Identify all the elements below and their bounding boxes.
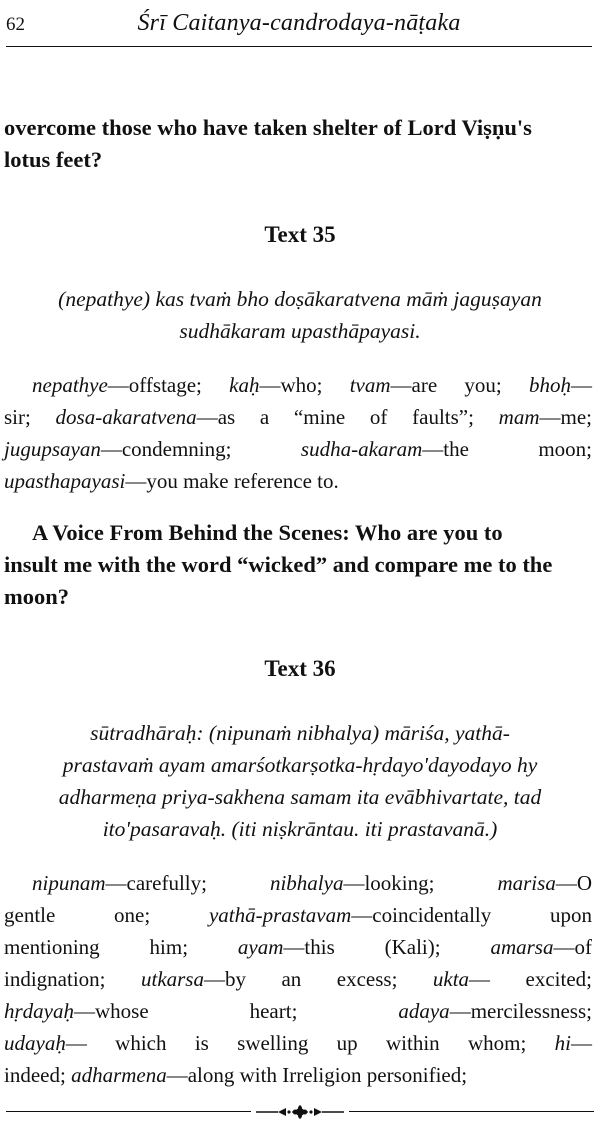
gloss-text: indignation; [4,967,141,991]
sanskrit-term: upasthapayasi [4,469,126,493]
gloss-text: sir; [4,405,56,429]
running-header [6,10,592,44]
sanskrit-term: ayam [237,935,284,959]
gloss-line [4,931,592,963]
verse-line: sūtradhāraḥ: (nipunaṁ nibhalya) māriśa, yathā- [90,721,510,745]
sanskrit-term: kaḥ [229,373,260,397]
verse-line: adharmeṇa priya-sakhena samam ita evābhivartate, tad [58,785,542,809]
page-number: 62 [6,14,25,35]
sanskrit-term: dosa-akaratvena [55,405,197,429]
gloss-text: —mercilessness; [449,999,592,1023]
sanskrit-term: bhoḥ [529,373,572,397]
gloss-text: —who; [259,373,350,397]
sanskrit-term: yathā-prastavam [208,903,352,927]
gloss-line [4,1027,592,1059]
gloss-text: —O [555,871,592,895]
gloss-text: —coincidentally upon [351,903,592,927]
text-36-verse [0,717,600,845]
sanskrit-term: amarsa [490,935,554,959]
gloss-text: —offstage; [107,373,230,397]
gloss-text: —along with Irreligion personified; [166,1063,468,1087]
text-35-verse [0,283,600,347]
sanskrit-term: marisa [497,871,556,895]
gloss-text: —by an excess; [203,967,433,991]
text-36-word-gloss [4,867,592,1091]
gloss-text: — [571,373,593,397]
sanskrit-term: hṛdayaḥ [4,999,74,1023]
sanskrit-term: utkarsa [140,967,204,991]
gloss-text: —you make reference to. [125,469,339,493]
gloss-line [4,899,592,931]
page-footer [6,1104,594,1120]
gloss-line [4,369,592,401]
gloss-text: — excited; [469,967,592,991]
gloss-line [4,401,592,433]
sanskrit-term: adaya [398,999,450,1023]
text-35-word-gloss [4,369,592,497]
verse-line: ito'pasaravaḥ. (iti niṣkrāntau. iti prastavanā.) [102,817,498,841]
gloss-text: —as a “mine of faults”; [196,405,499,429]
translation-line: overcome those who have taken shelter of Lord Viṣṇu's [4,115,532,140]
gloss-line [4,1059,592,1091]
gloss-text: — which is swelling up within whom; [65,1031,555,1055]
text-36-heading: Text 36 [264,656,336,681]
gloss-text: —this (Kali); [283,935,491,959]
verse-line: sudhākaram upasthāpayasi. [179,319,421,343]
sanskrit-term: tvam [349,373,391,397]
text-35-heading: Text 35 [264,222,336,247]
sanskrit-term: ukta [432,967,470,991]
translation-line: lotus feet? [4,147,103,172]
header-rule [6,46,592,47]
gloss-text: —the moon; [422,437,592,461]
sanskrit-term: jugupsayan [4,437,101,461]
gloss-line [4,963,592,995]
footer-rule-left [6,1111,251,1112]
text-35-translation [4,517,592,613]
gloss-text: gentle one; [4,903,209,927]
gloss-text: —whose heart; [74,999,399,1023]
sanskrit-term: nibhalya [269,871,344,895]
gloss-text: mentioning him; [4,935,238,959]
gloss-text: indeed; [4,1063,72,1087]
sanskrit-term: nepathye [32,373,108,397]
translation-line: A Voice From Behind the Scenes: Who are you to [32,520,503,545]
continued-translation [4,112,592,176]
floral-ornament-icon [256,1104,344,1120]
sanskrit-term: nipunam [32,871,106,895]
gloss-text: —are you; [390,373,530,397]
running-title: Śrī Caitanya-candrodaya-nāṭaka [137,10,461,36]
verse-line: prastavaṁ ayam amarśotkarṣotka-hṛdayo'dayodayo hy [62,753,538,777]
verse-line: (nepathye) kas tvaṁ bho doṣākaratvena māṁ jaguṣayan [58,287,542,311]
footer-rule-right [349,1111,594,1112]
gloss-text: —looking; [343,871,498,895]
gloss-line [4,433,592,465]
sanskrit-term: hi [554,1031,571,1055]
gloss-text: —carefully; [105,871,270,895]
gloss-text: —me; [539,405,592,429]
sanskrit-term: adharmena [71,1063,167,1087]
sanskrit-term: udayaḥ [4,1031,66,1055]
gloss-text: — [571,1031,592,1055]
gloss-line [4,465,592,497]
translation-line: insult me with the word “wicked” and compare me to the [4,552,553,577]
gloss-line [4,867,592,899]
gloss-text: —condemning; [100,437,301,461]
sanskrit-term: sudha-akaram [300,437,423,461]
translation-line: moon? [4,584,70,609]
gloss-text: —of [553,935,592,959]
sanskrit-term: mam [498,405,540,429]
gloss-line [4,995,592,1027]
